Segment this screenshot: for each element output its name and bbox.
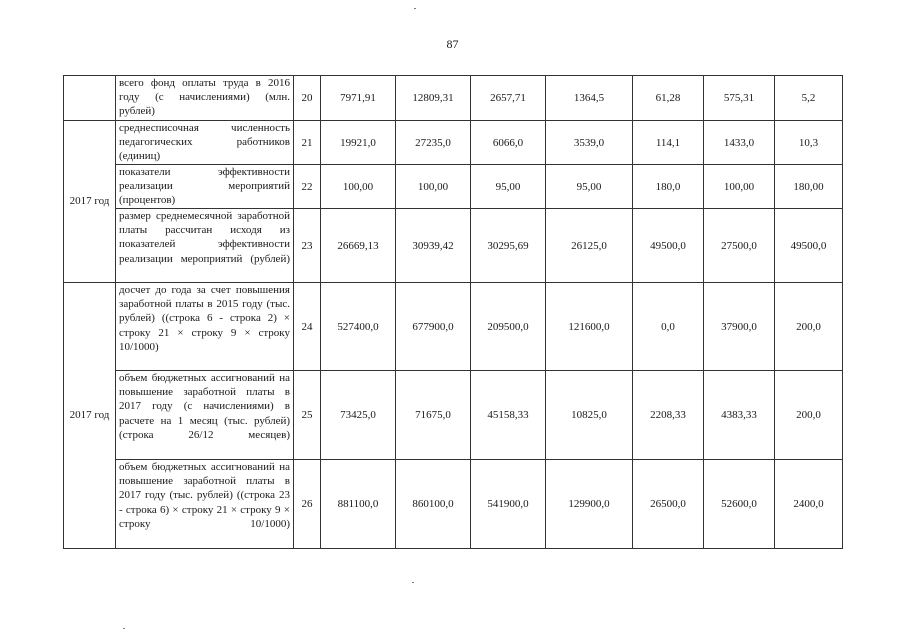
- value-cell: 180,0: [633, 165, 704, 209]
- row-description: показатели эффективности реализации мероприятий (процентов): [116, 165, 294, 209]
- value-cell: 575,31: [704, 76, 775, 121]
- scan-speck: [414, 8, 416, 9]
- table-row: [64, 165, 843, 209]
- value-cell: 100,00: [396, 165, 471, 209]
- table-row: [64, 371, 843, 460]
- value-cell: 27500,0: [704, 209, 775, 283]
- value-cell: 45158,33: [471, 371, 546, 460]
- row-description: среднесписочная численность педагогических работников (единиц): [116, 121, 294, 165]
- value-cell: 37900,0: [704, 283, 775, 371]
- value-cell: 100,00: [321, 165, 396, 209]
- value-cell: 6066,0: [471, 121, 546, 165]
- table-row: [64, 76, 843, 121]
- table-row: [64, 121, 843, 165]
- page-number: 87: [446, 37, 459, 51]
- value-cell: 2208,33: [633, 371, 704, 460]
- value-cell: 209500,0: [471, 283, 546, 371]
- row-line-number: 21: [294, 121, 321, 165]
- value-cell: 19921,0: [321, 121, 396, 165]
- row-line-number: 24: [294, 283, 321, 371]
- value-cell: 121600,0: [546, 283, 633, 371]
- table-row: [64, 460, 843, 549]
- row-line-number: 25: [294, 371, 321, 460]
- table-row: [64, 283, 843, 371]
- value-cell: 26125,0: [546, 209, 633, 283]
- value-cell: 200,0: [775, 283, 843, 371]
- row-description: размер среднемесячной заработной платы рассчитан исходя из показателей эффективности реализации мероприятий (рублей): [116, 209, 294, 283]
- row-description: досчет до года за счет повышения заработной платы в 2015 году (тыс. рублей) ((строка 6 - строка 2) × строку 21 × строку 9 × строку 10/1000): [116, 283, 294, 371]
- value-cell: 49500,0: [775, 209, 843, 283]
- row-description: всего фонд оплаты труда в 2016 году (с начислениями) (млн. рублей): [116, 76, 294, 121]
- row-description: объем бюджетных ассигнований на повышение заработной платы в 2017 году (с начислениями) в расчете на 1 месяц (тыс. рублей) (строка 26/12 месяцев): [116, 371, 294, 460]
- value-cell: 52600,0: [704, 460, 775, 549]
- row-line-number: 20: [294, 76, 321, 121]
- value-cell: 26500,0: [633, 460, 704, 549]
- value-cell: 95,00: [471, 165, 546, 209]
- row-line-number: 26: [294, 460, 321, 549]
- row-line-number: 23: [294, 209, 321, 283]
- value-cell: 2400,0: [775, 460, 843, 549]
- value-cell: 73425,0: [321, 371, 396, 460]
- scan-speck: [412, 582, 414, 583]
- value-cell: 3539,0: [546, 121, 633, 165]
- value-cell: 26669,13: [321, 209, 396, 283]
- value-cell: 200,0: [775, 371, 843, 460]
- value-cell: 860100,0: [396, 460, 471, 549]
- value-cell: 1433,0: [704, 121, 775, 165]
- value-cell: 61,28: [633, 76, 704, 121]
- year-cell: 2017 год: [64, 283, 116, 549]
- year-cell: [64, 76, 116, 121]
- value-cell: 527400,0: [321, 283, 396, 371]
- value-cell: 30939,42: [396, 209, 471, 283]
- scan-speck: [123, 628, 125, 629]
- value-cell: 49500,0: [633, 209, 704, 283]
- value-cell: 5,2: [775, 76, 843, 121]
- value-cell: 2657,71: [471, 76, 546, 121]
- value-cell: 0,0: [633, 283, 704, 371]
- value-cell: 129900,0: [546, 460, 633, 549]
- row-description: объем бюджетных ассигнований на повышение заработной платы в 2017 году (тыс. рублей) ((строка 23 - строка 6) × строку 21 × строку 9 × строку 10/1000): [116, 460, 294, 549]
- year-cell: 2017 год: [64, 121, 116, 283]
- value-cell: 180,00: [775, 165, 843, 209]
- value-cell: 12809,31: [396, 76, 471, 121]
- value-cell: 677900,0: [396, 283, 471, 371]
- value-cell: 30295,69: [471, 209, 546, 283]
- data-table: [63, 75, 843, 549]
- value-cell: 71675,0: [396, 371, 471, 460]
- value-cell: 100,00: [704, 165, 775, 209]
- value-cell: 114,1: [633, 121, 704, 165]
- value-cell: 95,00: [546, 165, 633, 209]
- value-cell: 881100,0: [321, 460, 396, 549]
- value-cell: 27235,0: [396, 121, 471, 165]
- value-cell: 10,3: [775, 121, 843, 165]
- value-cell: 4383,33: [704, 371, 775, 460]
- value-cell: 7971,91: [321, 76, 396, 121]
- value-cell: 541900,0: [471, 460, 546, 549]
- value-cell: 10825,0: [546, 371, 633, 460]
- row-line-number: 22: [294, 165, 321, 209]
- table-row: [64, 209, 843, 283]
- value-cell: 1364,5: [546, 76, 633, 121]
